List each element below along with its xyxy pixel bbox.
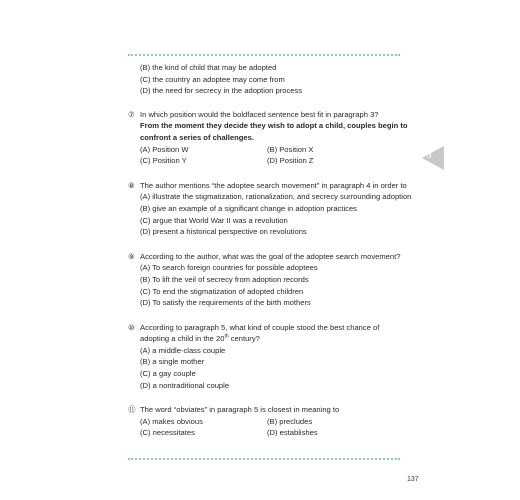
chapter-tab-number: 3 <box>427 151 432 160</box>
question-stem <box>128 180 418 192</box>
option-row <box>128 427 418 439</box>
option: (B) To lift the veil of secrecy from adoption records <box>140 274 309 284</box>
option: (B) precludes <box>267 416 313 426</box>
question-8 <box>128 180 418 238</box>
option: (A) illustrate the stigmatization, rationalization, and secrecy surrounding adoption <box>140 192 412 202</box>
page-number: 137 <box>407 476 419 483</box>
question-7 <box>128 109 418 167</box>
option: (C) a gay couple <box>140 369 196 379</box>
question-text: According to paragraph 5, what kind of couple stood the best chance of <box>140 322 380 332</box>
option: (D) present a historical perspective on revolutions <box>140 227 307 237</box>
question-text: The word “obviates” in paragraph 5 is closest in meaning to <box>140 405 340 415</box>
boldfaced-sentence: confront a series of challenges. <box>140 132 254 142</box>
option: (D) Position Z <box>267 156 314 166</box>
bottom-divider <box>128 458 400 460</box>
option: (C) the country an adoptee may come from <box>140 74 285 84</box>
question-number: ⑪ <box>128 405 136 415</box>
boldfaced-sentence: From the moment they decide they wish to adopt a child, couples begin to <box>140 121 408 131</box>
question-6-continued <box>128 62 418 97</box>
top-divider <box>128 54 400 56</box>
question-number: ⑨ <box>128 251 135 261</box>
superscript: th <box>224 333 229 340</box>
question-text: The author mentions “the adoptee search movement” in paragraph 4 in order to <box>140 180 407 190</box>
option: (B) give an example of a significant change in adoption practices <box>140 203 357 213</box>
question-text: century? <box>228 334 260 344</box>
option: (C) necessitates <box>140 428 195 438</box>
question-11 <box>128 404 418 439</box>
question-stem <box>128 404 418 416</box>
question-stem <box>128 251 418 263</box>
option: (D) the need for secrecy in the adoption process <box>140 86 303 96</box>
option: (B) a single mother <box>140 357 205 367</box>
question-list <box>128 62 418 452</box>
option-row <box>128 144 418 156</box>
question-text: In which position would the boldfaced sentence best fit in paragraph 3? <box>140 109 379 119</box>
option: (C) To end the stigmatization of adopted children <box>140 286 304 296</box>
option: (A) makes obvious <box>140 416 203 426</box>
option: (A) To search foreign countries for possible adoptees <box>140 263 318 273</box>
question-stem <box>128 109 418 121</box>
question-text: adopting a child in the 20 <box>140 334 225 344</box>
question-9 <box>128 251 418 309</box>
question-text: According to the author, what was the goal of the adoptee search movement? <box>140 251 401 261</box>
option: (D) a nontraditional couple <box>140 380 230 390</box>
question-text-line <box>128 333 418 345</box>
question-number: ⑦ <box>128 109 135 119</box>
option: (B) Position X <box>267 144 314 154</box>
question-number: ⑧ <box>128 180 135 190</box>
option-row <box>128 416 418 428</box>
option: (C) Position Y <box>140 156 187 166</box>
option: (D) To satisfy the requirements of the birth mothers <box>140 298 311 308</box>
chapter-tab-marker <box>422 146 444 170</box>
option: (A) Position W <box>140 144 189 154</box>
question-stem <box>128 322 418 334</box>
option: (C) argue that World War II was a revolution <box>140 215 288 225</box>
question-number: ⑩ <box>128 322 135 332</box>
option: (D) establishes <box>267 428 318 438</box>
option-row <box>128 155 418 167</box>
option: (B) the kind of child that may be adopted <box>140 63 277 72</box>
question-10 <box>128 322 418 392</box>
option: (A) a middle-class couple <box>140 345 226 355</box>
